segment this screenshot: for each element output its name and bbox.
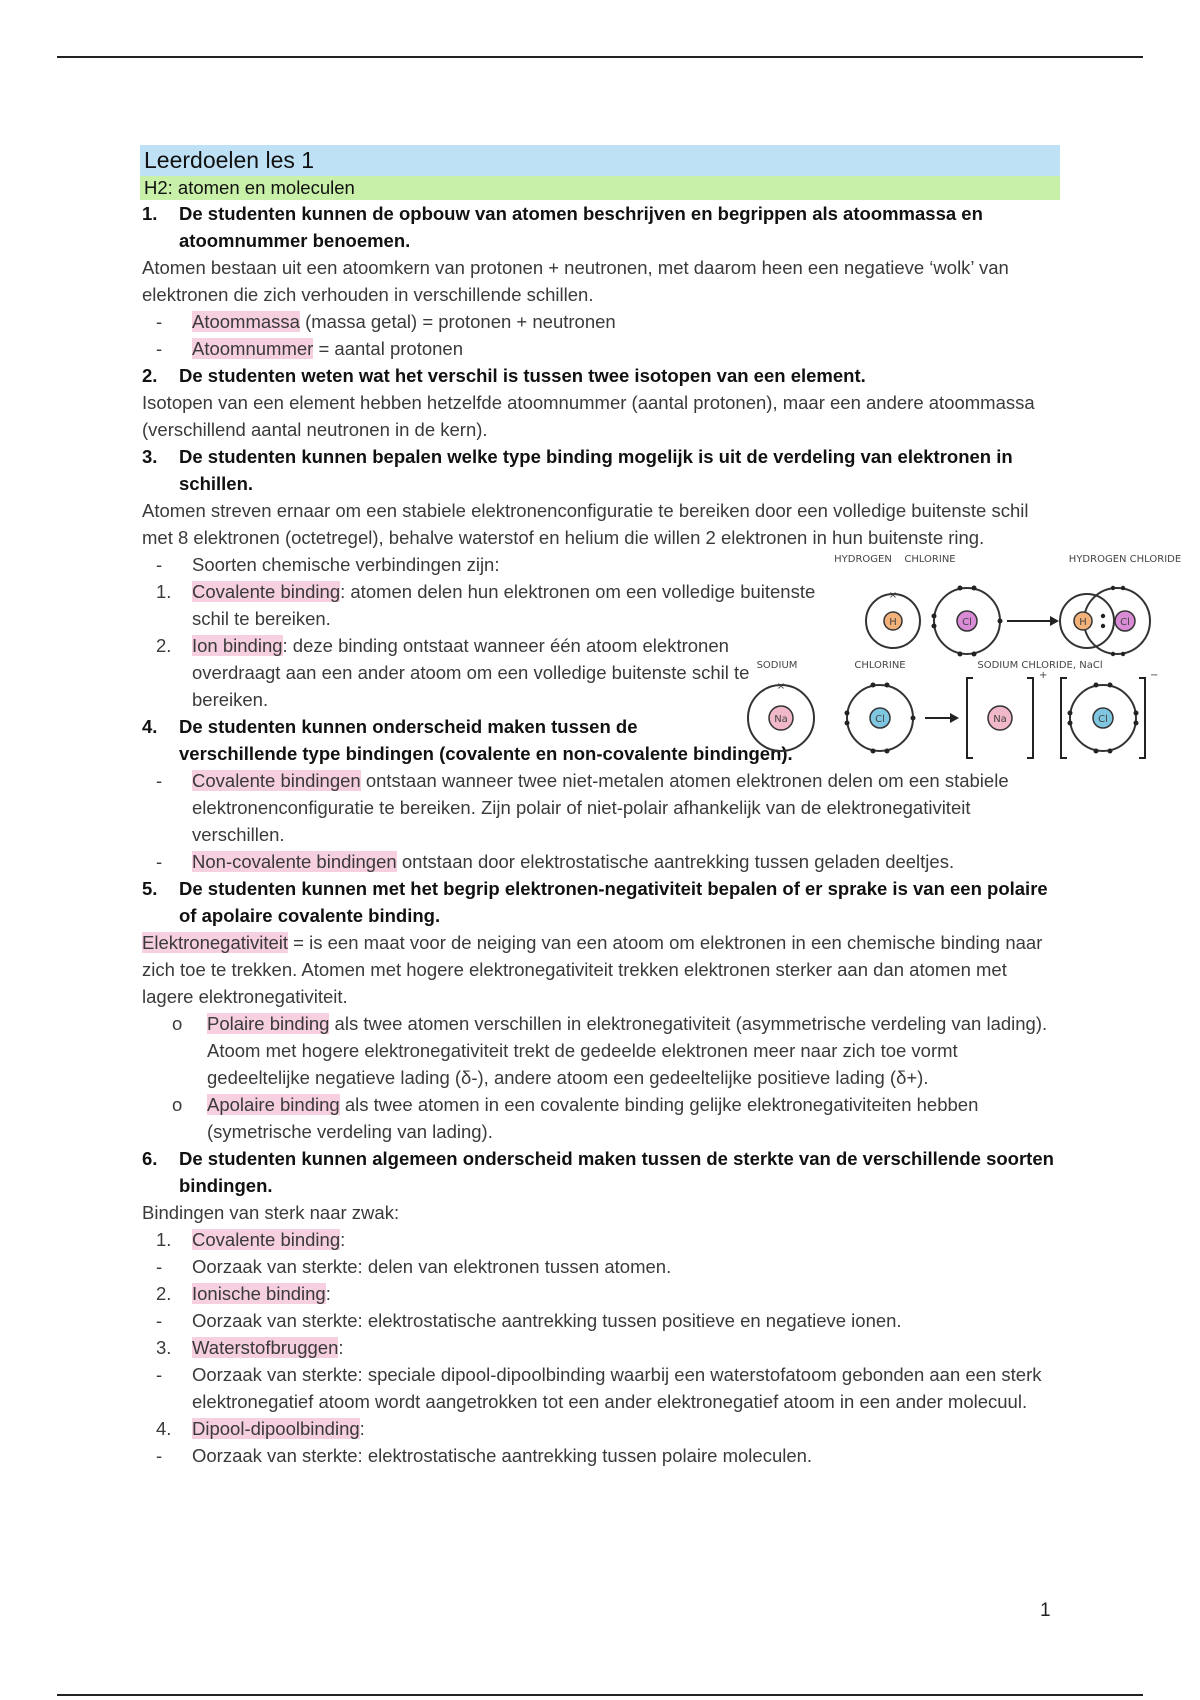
goal-number: 1. bbox=[142, 203, 158, 224]
highlighted-term: Ion binding bbox=[192, 635, 283, 656]
highlighted-term: Apolaire binding bbox=[207, 1094, 340, 1115]
item-text: = aantal protonen bbox=[313, 338, 463, 359]
highlighted-term: Covalente binding bbox=[192, 1229, 341, 1250]
list-item bbox=[140, 1091, 1060, 1145]
highlighted-term: Elektronegativiteit bbox=[142, 932, 289, 953]
list-marker: 3. bbox=[156, 1337, 172, 1358]
list-item bbox=[140, 308, 1060, 335]
goal-text: De studenten kunnen algemeen onderscheid maken tussen de sterkte van de verschillende soorten bindingen. bbox=[179, 1148, 1054, 1196]
atom-symbol: Cl bbox=[1120, 617, 1130, 628]
highlighted-term: Covalente binding bbox=[192, 581, 341, 602]
list-marker: - bbox=[156, 338, 163, 359]
goal-text: De studenten kunnen de opbouw van atomen beschrijven en begrippen als atoommassa en atoomnummer benoemen. bbox=[179, 203, 983, 251]
label-hydrogen-chloride: HYDROGEN CHLORIDE bbox=[1068, 554, 1182, 565]
hydrogen-atom bbox=[866, 590, 920, 648]
item-text: : bbox=[325, 1283, 331, 1304]
goal-number: 6. bbox=[142, 1148, 158, 1169]
list-marker: - bbox=[156, 770, 163, 791]
list-marker: - bbox=[156, 1445, 163, 1466]
learning-goal-3 bbox=[140, 443, 1060, 497]
item-text: : bbox=[359, 1418, 365, 1439]
chlorine-atom-2 bbox=[845, 683, 916, 754]
highlighted-term: Waterstofbruggen bbox=[192, 1337, 339, 1358]
list-item bbox=[140, 767, 1060, 848]
top-rule bbox=[57, 56, 1143, 58]
list-marker: 2. bbox=[156, 1283, 172, 1304]
label-chlorine: CHLORINE bbox=[904, 554, 956, 565]
highlighted-term: Polaire binding bbox=[207, 1013, 330, 1034]
atom-symbol: H bbox=[889, 617, 897, 628]
item-text: : bbox=[340, 1229, 346, 1250]
label-sodium: SODIUM bbox=[756, 660, 798, 671]
item-text: ontstaan wanneer twee niet-metalen atomen elektronen delen om een stabiele elektronenconfiguratie te bereiken. Zijn polair of niet-polair afhankelijk van de elektronegativiteit verschillen. bbox=[192, 770, 1009, 845]
chloride-ion bbox=[1061, 670, 1158, 758]
item-text: : atomen delen hun elektronen om een volledige buitenste schil te bereiken. bbox=[192, 581, 816, 629]
list-item bbox=[140, 1334, 1060, 1361]
electron-mark: × bbox=[776, 681, 786, 692]
highlighted-term: Covalente bindingen bbox=[192, 770, 361, 791]
list-marker: - bbox=[156, 851, 163, 872]
learning-goal-2 bbox=[140, 362, 1060, 389]
atom-symbol: Na bbox=[993, 714, 1007, 725]
list-marker: 2. bbox=[156, 635, 172, 656]
atom-symbol: Cl bbox=[1098, 714, 1108, 725]
list-item bbox=[140, 1226, 1060, 1253]
paragraph-text: = is een maat voor de neiging van een atoom om elektronen in een chemische binding naar zich toe te trekken. Atomen met hogere elektronegativiteit trekken elektronen sterker aan dan atomen met lagere elektronegativiteit. bbox=[142, 932, 1043, 1007]
paragraph: Atomen streven ernaar om een stabiele elektronenconfiguratie te bereiken door een volledige buitenste schil met 8 elektronen (octetregel), behalve waterstof en helium die willen 2 elektronen in hun buitenste ring. bbox=[142, 500, 1029, 548]
list-marker: 4. bbox=[156, 1418, 172, 1439]
paragraph: Isotopen van een element hebben hetzelfde atoomnummer (aantal protonen), maar een andere atoommassa (verschillend aantal neutronen in de kern). bbox=[142, 392, 1035, 440]
goal-text: De studenten kunnen met het begrip elektronen-negativiteit bepalen of er sprake is van een polaire of apolaire covalente binding. bbox=[179, 878, 1048, 926]
list-marker: o bbox=[172, 1013, 183, 1034]
list-item bbox=[140, 1442, 1060, 1469]
charge-minus: − bbox=[1150, 670, 1159, 681]
item-text: ontstaan door elektrostatische aantrekking tussen geladen deeltjes. bbox=[396, 851, 955, 872]
list-item bbox=[140, 1010, 1060, 1091]
item-text: : bbox=[338, 1337, 344, 1358]
atom-symbol: Cl bbox=[962, 617, 972, 628]
label-hydrogen: HYDROGEN bbox=[834, 554, 892, 565]
list-marker: - bbox=[156, 1256, 163, 1277]
highlighted-term: Ionische binding bbox=[192, 1283, 326, 1304]
list-item bbox=[140, 1361, 1060, 1415]
paragraph bbox=[140, 929, 1060, 1010]
item-text: (massa getal) = protonen + neutronen bbox=[299, 311, 616, 332]
bonding-diagram bbox=[745, 550, 1185, 770]
paragraph: Bindingen van sterk naar zwak: bbox=[142, 1202, 400, 1223]
sodium-atom bbox=[748, 681, 814, 751]
goal-number: 4. bbox=[142, 716, 158, 737]
list-item bbox=[140, 1280, 1060, 1307]
learning-goal-6 bbox=[140, 1145, 1060, 1199]
paragraph: Atomen bestaan uit een atoomkern van protonen + neutronen, met daarom heen een negatieve ‘wolk’ van elektronen die zich verhouden in verschillende schillen. bbox=[142, 257, 1009, 305]
chapter-heading: H2: atomen en moleculen bbox=[140, 176, 1060, 200]
document-body bbox=[140, 145, 1060, 1469]
list-marker: o bbox=[172, 1094, 183, 1115]
atom-symbol: Cl bbox=[875, 714, 885, 725]
list-item bbox=[140, 632, 752, 713]
bottom-rule bbox=[57, 1694, 1143, 1696]
atom-symbol: Na bbox=[774, 714, 788, 725]
page-number: 1 bbox=[1040, 1600, 1051, 1621]
list-item bbox=[140, 335, 1060, 362]
learning-goal-5 bbox=[140, 875, 1060, 929]
list-marker: - bbox=[156, 554, 163, 575]
highlighted-term: Atoommassa bbox=[192, 311, 300, 332]
list-marker: 1. bbox=[156, 1229, 172, 1250]
list-marker: - bbox=[156, 1310, 163, 1331]
page-title: Leerdoelen les 1 bbox=[140, 145, 1060, 176]
sodium-ion bbox=[967, 670, 1047, 758]
item-text: : deze binding ontstaat wanneer één atoom elektronen overdraagt aan een ander atoom om een volledige buitenste schil te bereiken. bbox=[192, 635, 750, 710]
list-item bbox=[140, 1415, 1060, 1442]
learning-goal-1 bbox=[140, 200, 1060, 254]
list-item bbox=[140, 1253, 1060, 1280]
charge-plus: + bbox=[1039, 670, 1048, 681]
item-text: Oorzaak van sterkte: elektrostatische aantrekking tussen polaire moleculen. bbox=[192, 1445, 813, 1466]
goal-text: De studenten kunnen bepalen welke type binding mogelijk is uit de verdeling van elektronen in schillen. bbox=[179, 446, 1013, 494]
electron-mark: × bbox=[888, 590, 898, 601]
atom-symbol: H bbox=[1079, 617, 1087, 628]
item-text: Oorzaak van sterkte: delen van elektronen tussen atomen. bbox=[192, 1256, 672, 1277]
highlighted-term: Atoomnummer bbox=[192, 338, 314, 359]
item-text: als twee atomen verschillen in elektronegativiteit (asymmetrische verdeling van lading). Atoom met hogere elektronegativiteit trekt de gedeelde elektronen meer naar zich toe vormt gedeeltelijke negatieve lading (δ-), andere atoom een gedeeltelijke positieve lading (δ+). bbox=[207, 1013, 1048, 1088]
goal-text: De studenten kunnen onderscheid maken tussen de bbox=[179, 716, 638, 737]
item-text: als twee atomen in een covalente binding gelijke elektronegativiteiten hebben (symetrische verdeling van lading). bbox=[207, 1094, 979, 1142]
goal-text: De studenten weten wat het verschil is tussen twee isotopen van een element. bbox=[179, 365, 866, 386]
label-chlorine-2: CHLORINE bbox=[854, 660, 906, 671]
item-text: Oorzaak van sterkte: speciale dipool-dipoolbinding waarbij een waterstofatoom gebonden aan een sterk elektronegatief atoom wordt aangetrokken tot een ander elektronegatief atoom in een ander molecuul. bbox=[192, 1364, 1042, 1412]
list-marker: 1. bbox=[156, 581, 172, 602]
goal-number: 3. bbox=[142, 446, 158, 467]
list-item bbox=[140, 1307, 1060, 1334]
highlighted-term: Non-covalente bindingen bbox=[192, 851, 397, 872]
goal-number: 5. bbox=[142, 878, 158, 899]
label-sodium-chloride: SODIUM CHLORIDE, NaCl bbox=[977, 660, 1103, 671]
goal-text: verschillende type bindingen (covalente en non-covalente bindingen). bbox=[179, 743, 793, 764]
goal-number: 2. bbox=[142, 365, 158, 386]
list-item bbox=[140, 848, 1060, 875]
list-marker: - bbox=[156, 1364, 163, 1385]
highlighted-term: Dipool-dipoolbinding bbox=[192, 1418, 360, 1439]
list-marker: - bbox=[156, 311, 163, 332]
hydrogen-chloride-molecule bbox=[1060, 586, 1150, 656]
chlorine-atom bbox=[932, 586, 1003, 657]
item-text: Oorzaak van sterkte: elektrostatische aantrekking tussen positieve en negatieve ionen. bbox=[192, 1310, 902, 1331]
item-text: Soorten chemische verbindingen zijn: bbox=[192, 554, 500, 575]
